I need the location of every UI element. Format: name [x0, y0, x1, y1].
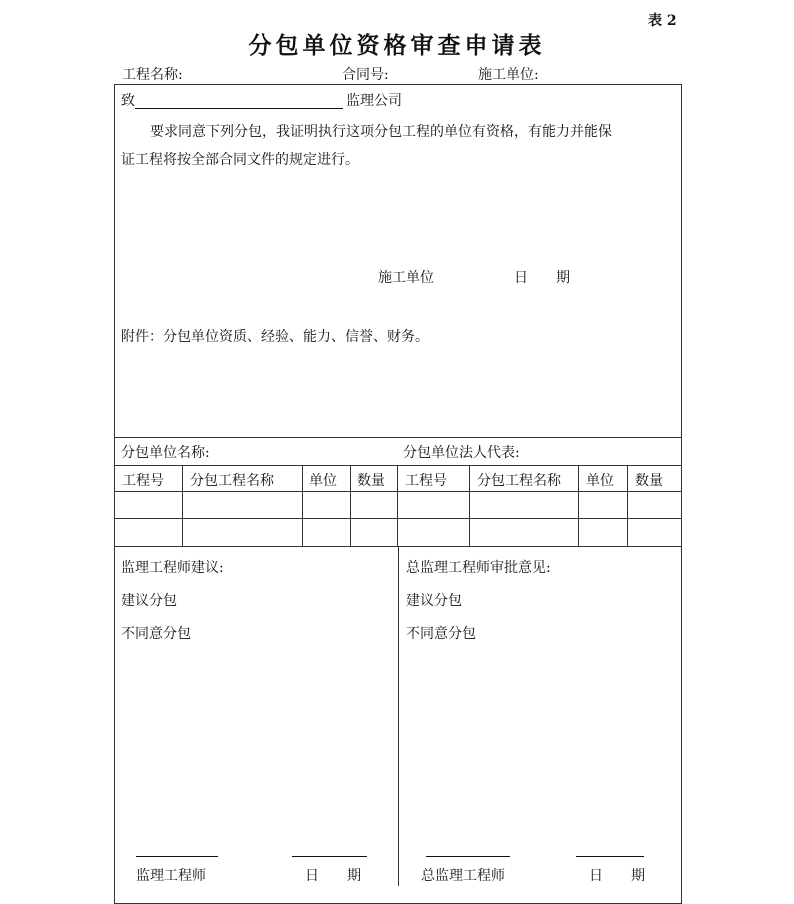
- supervisor-sign-label: 监理工程师: [136, 868, 206, 884]
- col-quantity: 数量: [635, 473, 663, 489]
- chief-date-label: 日 期: [589, 868, 645, 884]
- table-col-line: [302, 465, 303, 546]
- project-name-label: 工程名称:: [122, 67, 183, 83]
- opinion-divider: [398, 546, 399, 886]
- to-label: 致: [121, 93, 135, 109]
- table-col-line: [469, 465, 470, 546]
- table-row-line: [114, 518, 682, 519]
- section-divider: [114, 437, 682, 438]
- supervisor-option-reject: 不同意分包: [121, 626, 191, 642]
- table-header-line: [114, 491, 682, 492]
- col-project-no: 工程号: [122, 473, 164, 489]
- form-title: 分包单位资格审查申请表: [248, 33, 546, 59]
- col-project-no: 工程号: [405, 473, 447, 489]
- contractor-label: 施工单位:: [478, 67, 539, 83]
- attachment-note: 附件：分包单位资质、经验、能力、信誉、财务。: [121, 329, 429, 345]
- chief-option-reject: 不同意分包: [406, 626, 476, 642]
- application-date-label: 日 期: [514, 270, 570, 286]
- table-col-line: [182, 465, 183, 546]
- table-number: 表 2: [648, 13, 677, 29]
- supervisor-option-approve: 建议分包: [121, 593, 177, 609]
- supervisor-date-line: [292, 856, 367, 857]
- table-col-line: [397, 465, 398, 546]
- col-unit: 单位: [586, 473, 614, 489]
- chief-date-line: [576, 856, 644, 857]
- supervisor-opinion-title: 监理工程师建议:: [121, 560, 224, 576]
- chief-opinion-title: 总监理工程师审批意见:: [406, 560, 551, 576]
- contract-no-label: 合同号:: [342, 67, 389, 83]
- table-col-line: [350, 465, 351, 546]
- supervisor-signature-line: [136, 856, 218, 857]
- table-col-line: [627, 465, 628, 546]
- col-sub-project-name: 分包工程名称: [477, 473, 561, 489]
- table-top-line: [114, 465, 682, 466]
- supervisor-date-label: 日 期: [305, 868, 361, 884]
- chief-option-approve: 建议分包: [406, 593, 462, 609]
- subcontractor-name-label: 分包单位名称:: [121, 445, 210, 461]
- addressee-blank: [135, 108, 343, 109]
- contractor-sign-label: 施工单位: [378, 270, 434, 286]
- col-sub-project-name: 分包工程名称: [190, 473, 274, 489]
- chief-sign-label: 总监理工程师: [421, 868, 505, 884]
- supervision-company-label: 监理公司: [346, 93, 402, 109]
- table-col-line: [578, 465, 579, 546]
- subcontractor-rep-label: 分包单位法人代表:: [403, 445, 520, 461]
- request-text-line2: 证工程将按全部合同文件的规定进行。: [121, 152, 359, 168]
- chief-signature-line: [426, 856, 510, 857]
- request-text-line1: 要求同意下列分包，我证明执行这项分包工程的单位有资格，有能力并能保: [150, 124, 612, 140]
- col-quantity: 数量: [357, 473, 385, 489]
- col-unit: 单位: [309, 473, 337, 489]
